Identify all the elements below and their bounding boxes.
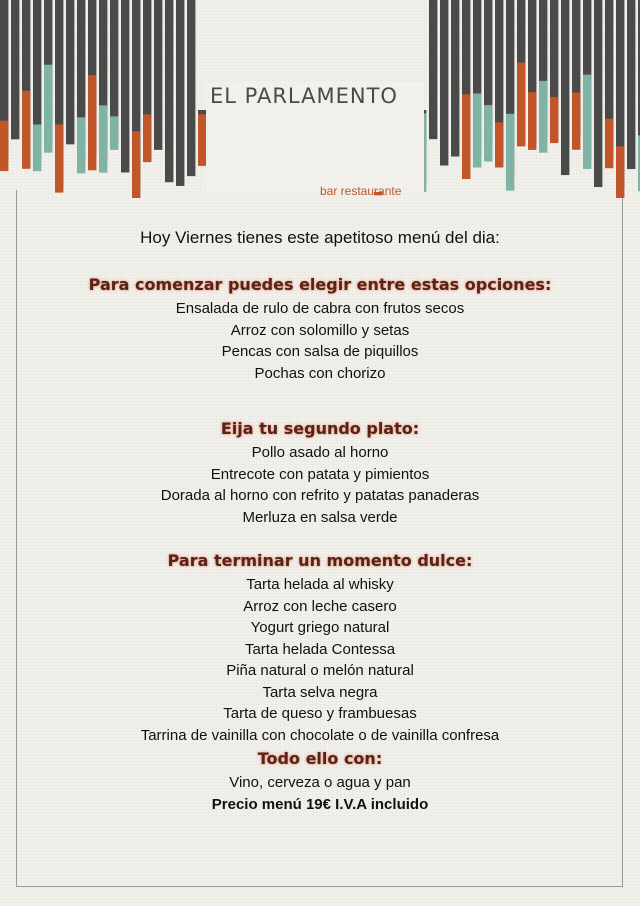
header-orange-bar bbox=[616, 146, 624, 198]
menu-item: Pollo asado al horno bbox=[251, 444, 389, 461]
menu-item: Pochas con chorizo bbox=[254, 364, 386, 382]
menu-intro: Hoy Viernes tienes este apetitoso menú del dia: bbox=[140, 228, 500, 247]
header-gray-bar bbox=[121, 0, 129, 172]
menu-content bbox=[0, 226, 640, 816]
header-teal-bar bbox=[99, 105, 107, 172]
menu-item: Tarrina de vainilla con chocolate o de vainilla confresa bbox=[140, 726, 500, 744]
menu-item: Tarta selva negra bbox=[262, 683, 378, 701]
header-gray-bar bbox=[627, 0, 635, 169]
header-orange-bar bbox=[143, 114, 151, 162]
menu-item: Vino, cerveza o agua y pan bbox=[229, 774, 411, 791]
menu-item: Yogurt griego natural bbox=[250, 619, 390, 636]
menu-item: Tarta de queso y frambuesas bbox=[223, 705, 417, 722]
header-teal-bar bbox=[33, 125, 41, 172]
header-teal-bar bbox=[539, 81, 547, 153]
header-teal-bar bbox=[110, 116, 118, 150]
logo-brand-subtitle: bar restaurante bbox=[320, 184, 402, 198]
header-orange-bar bbox=[572, 92, 580, 149]
header-orange-bar bbox=[132, 131, 140, 198]
header-teal-bar bbox=[484, 105, 492, 161]
header-teal-bar bbox=[77, 117, 85, 173]
header-orange-bar bbox=[550, 97, 558, 143]
header-teal-bar bbox=[506, 114, 514, 191]
header-orange-bar bbox=[22, 91, 30, 169]
header-gray-bar bbox=[66, 0, 74, 144]
header-orange-bar bbox=[88, 75, 96, 170]
menu-item: Tarta helada al whisky bbox=[246, 576, 394, 593]
header-gray-bar bbox=[187, 0, 195, 176]
header-orange-bar bbox=[517, 63, 525, 147]
menu-item: Arroz con solomillo y setas bbox=[230, 321, 410, 339]
header-gray-bar bbox=[165, 0, 173, 182]
restaurant-logo bbox=[200, 80, 430, 200]
menu-item: Piña natural o melón natural bbox=[226, 662, 414, 679]
header-gray-bar bbox=[429, 0, 437, 139]
header-orange-bar bbox=[462, 94, 470, 179]
header-teal-bar bbox=[583, 75, 591, 169]
header-gray-bar bbox=[440, 0, 448, 166]
header-orange-bar bbox=[495, 122, 503, 167]
header-teal-bar bbox=[44, 65, 52, 153]
header-gray-bar bbox=[154, 0, 162, 150]
header-gray-bar bbox=[594, 0, 602, 187]
menu-item: Entrecote con patata y pimientos bbox=[210, 465, 430, 483]
header-orange-bar bbox=[605, 119, 613, 168]
menu-item: Tarta helada Contessa bbox=[244, 640, 396, 658]
menu-item: Dorada al horno con refrito y patatas panaderas bbox=[160, 487, 480, 504]
header-orange-bar bbox=[55, 124, 63, 192]
menu-item: Ensalada de rulo de cabra con frutos secos bbox=[175, 300, 465, 317]
header-gray-bar bbox=[11, 0, 19, 139]
header-orange-bar bbox=[528, 92, 536, 150]
header-gray-bar bbox=[561, 0, 569, 175]
logo-brand-name: EL PARLAMENTO bbox=[210, 84, 398, 108]
header-teal-bar bbox=[473, 93, 481, 167]
section-title-included: Todo ello con: bbox=[257, 749, 383, 768]
section-title-starters: Para comenzar puedes elegir entre estas opciones: bbox=[88, 275, 552, 294]
menu-price: Precio menú 19€ I.V.A incluido bbox=[211, 795, 429, 813]
section-title-mains: Eija tu segundo plato: bbox=[220, 419, 420, 438]
header-gray-bar bbox=[176, 0, 184, 186]
section-title-desserts: Para terminar un momento dulce: bbox=[167, 551, 473, 570]
header-orange-bar bbox=[0, 121, 8, 171]
frame-bottom-line bbox=[16, 886, 623, 887]
header-gray-bar bbox=[451, 0, 459, 157]
menu-item: Pencas con salsa de piquillos bbox=[221, 343, 419, 360]
menu-item: Merluza en salsa verde bbox=[242, 508, 398, 526]
menu-item: Arroz con leche casero bbox=[243, 597, 397, 615]
